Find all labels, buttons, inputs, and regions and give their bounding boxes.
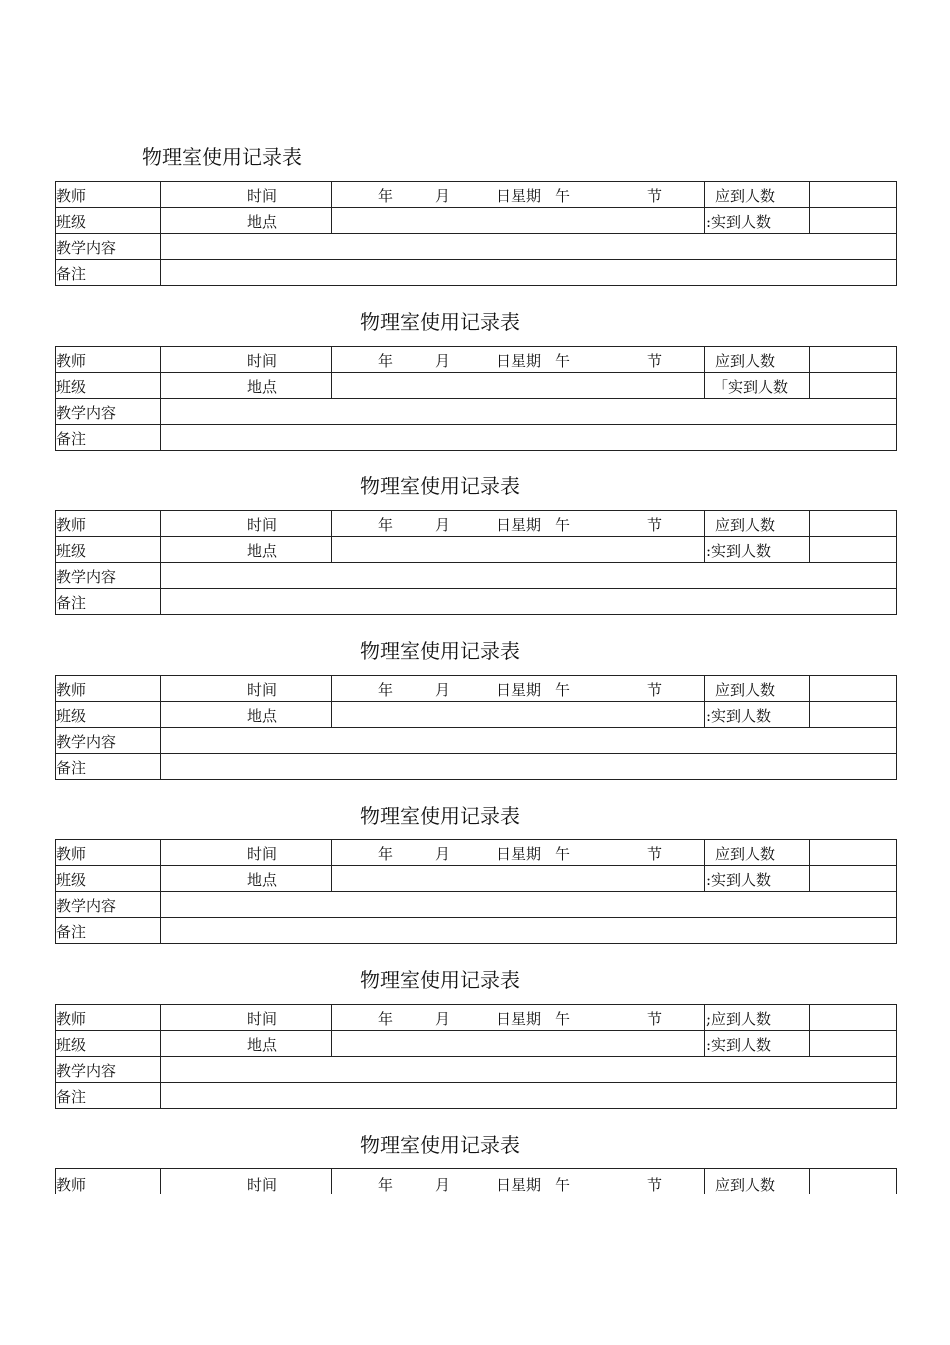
row-teacher-time [55,840,897,866]
teaching-content-label: 教学内容 [56,568,117,586]
form-title: 物理室使用记录表 [360,804,520,828]
row-remark [55,1083,897,1109]
row-teacher-time [55,1005,897,1031]
row-class-location [55,866,897,892]
class-label: 班级 [56,213,87,231]
teacher-label: 教师 [56,187,87,205]
section-label: 节 [647,187,663,205]
actual-count-label: :实到人数 [706,707,772,725]
year-label: 年 [378,1010,394,1028]
time-label: 时间 [247,352,278,370]
noon-label: 午 [555,845,571,863]
expected-count-label: 应到人数 [715,1176,776,1194]
row-remark [55,754,897,780]
actual-count-label: :实到人数 [706,213,772,231]
day-weekday-label: 日星期 [496,352,542,370]
actual-count-label: :实到人数 [706,1036,772,1054]
row-teaching-content [55,234,897,260]
section-label: 节 [647,516,663,534]
class-label: 班级 [56,1036,87,1054]
class-label: 班级 [56,378,87,396]
teaching-content-label: 教学内容 [56,1062,117,1080]
noon-label: 午 [555,187,571,205]
location-label: 地点 [247,1036,278,1054]
remark-label: 备注 [56,1088,87,1106]
day-weekday-label: 日星期 [496,516,542,534]
month-label: 月 [435,1176,451,1194]
remark-label: 备注 [56,594,87,612]
row-teacher-time [55,676,897,702]
row-teacher-time [55,511,897,537]
row-class-location [55,537,897,563]
noon-label: 午 [555,516,571,534]
expected-count-label: 应到人数 [715,681,776,699]
month-label: 月 [435,1010,451,1028]
day-weekday-label: 日星期 [496,1010,542,1028]
teacher-label: 教师 [56,352,87,370]
teacher-label: 教师 [56,1176,87,1194]
record-table [55,675,897,780]
year-label: 年 [378,845,394,863]
class-label: 班级 [56,542,87,560]
form-title: 物理室使用记录表 [360,1133,520,1157]
month-label: 月 [435,845,451,863]
row-teacher-time [55,347,897,373]
row-teaching-content [55,563,897,589]
row-class-location [55,373,897,399]
expected-count-label: 应到人数 [715,352,776,370]
expected-count-label: 应到人数 [715,187,776,205]
year-label: 年 [378,516,394,534]
time-label: 时间 [247,187,278,205]
month-label: 月 [435,352,451,370]
year-label: 年 [378,187,394,205]
section-label: 节 [647,1010,663,1028]
form-title: 物理室使用记录表 [360,968,520,992]
day-weekday-label: 日星期 [496,681,542,699]
year-label: 年 [378,352,394,370]
day-weekday-label: 日星期 [496,187,542,205]
noon-label: 午 [555,1010,571,1028]
row-teaching-content [55,1057,897,1083]
section-label: 节 [647,352,663,370]
row-class-location [55,208,897,234]
form-title: 物理室使用记录表 [360,310,520,334]
time-label: 时间 [247,1010,278,1028]
time-label: 时间 [247,845,278,863]
time-label: 时间 [247,516,278,534]
form-title: 物理室使用记录表 [142,145,302,169]
row-teaching-content [55,892,897,918]
noon-label: 午 [555,352,571,370]
record-table [55,346,897,451]
actual-count-label: 「实到人数 [713,378,789,396]
location-label: 地点 [247,378,278,396]
actual-count-label: :实到人数 [706,871,772,889]
teacher-label: 教师 [56,845,87,863]
record-table [55,1168,897,1194]
section-label: 节 [647,681,663,699]
teaching-content-label: 教学内容 [56,897,117,915]
location-label: 地点 [247,213,278,231]
remark-label: 备注 [56,759,87,777]
teaching-content-label: 教学内容 [56,404,117,422]
location-label: 地点 [247,707,278,725]
record-table [55,181,897,286]
expected-count-label: 应到人数 [715,845,776,863]
remark-label: 备注 [56,430,87,448]
section-label: 节 [647,1176,663,1194]
section-label: 节 [647,845,663,863]
location-label: 地点 [247,542,278,560]
location-label: 地点 [247,871,278,889]
year-label: 年 [378,1176,394,1194]
time-label: 时间 [247,681,278,699]
teacher-label: 教师 [56,1010,87,1028]
noon-label: 午 [555,1176,571,1194]
time-label: 时间 [247,1176,278,1194]
teaching-content-label: 教学内容 [56,733,117,751]
row-teacher-time [55,182,897,208]
remark-label: 备注 [56,923,87,941]
month-label: 月 [435,187,451,205]
expected-count-label: 应到人数 [715,516,776,534]
month-label: 月 [435,516,451,534]
record-table [55,510,897,615]
row-class-location [55,1031,897,1057]
remark-label: 备注 [56,265,87,283]
class-label: 班级 [56,871,87,889]
row-remark [55,918,897,944]
month-label: 月 [435,681,451,699]
day-weekday-label: 日星期 [496,845,542,863]
form-title: 物理室使用记录表 [360,474,520,498]
expected-count-label: ;应到人数 [706,1010,772,1028]
form-title: 物理室使用记录表 [360,639,520,663]
row-remark [55,425,897,451]
record-table [55,839,897,944]
teacher-label: 教师 [56,516,87,534]
noon-label: 午 [555,681,571,699]
class-label: 班级 [56,707,87,725]
record-table [55,1004,897,1109]
row-teacher-time [55,1169,897,1194]
row-remark [55,260,897,286]
row-remark [55,589,897,615]
teaching-content-label: 教学内容 [56,239,117,257]
row-teaching-content [55,399,897,425]
row-class-location [55,702,897,728]
teacher-label: 教师 [56,681,87,699]
day-weekday-label: 日星期 [496,1176,542,1194]
row-teaching-content [55,728,897,754]
actual-count-label: :实到人数 [706,542,772,560]
year-label: 年 [378,681,394,699]
